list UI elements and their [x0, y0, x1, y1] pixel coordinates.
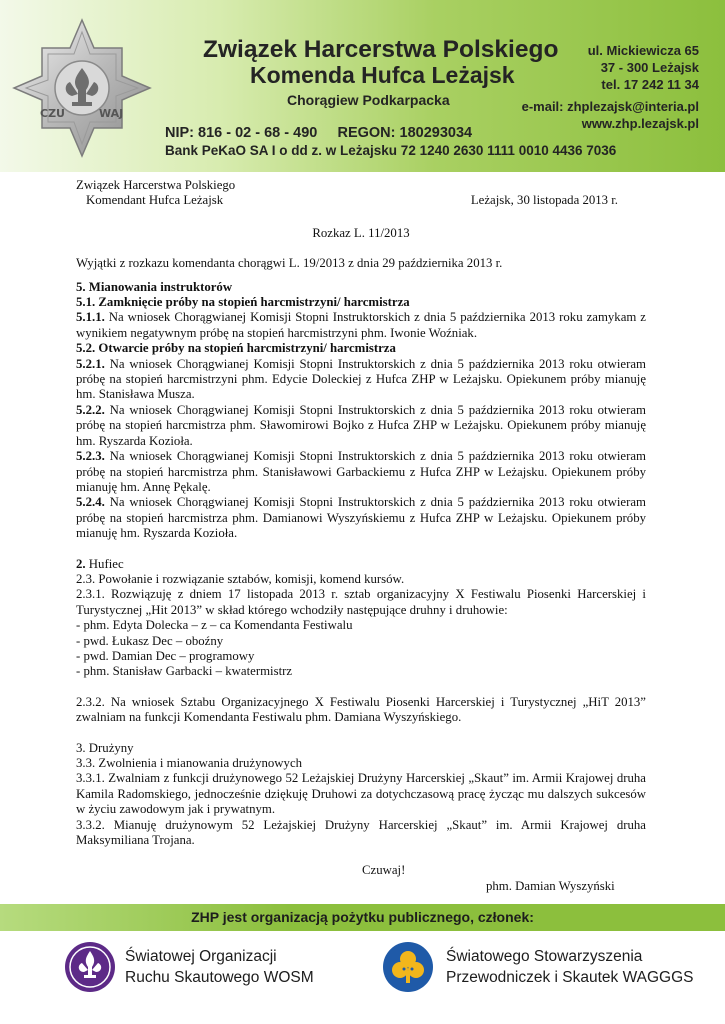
place-date: Leżajsk, 30 listopada 2013 r. [470, 193, 618, 208]
sender-commander: Komendant Hufca Leżajsk [86, 193, 224, 208]
wosm-text [125, 946, 314, 988]
section-5-1-title: 5.1. Zamknięcie próby na stopień harcmistrzyni/ harcmistrza [76, 295, 410, 310]
member-item: - phm. Edyta Dolecka – z – ca Komendanta Festiwalu [76, 618, 353, 633]
section-text: Hufiec [85, 556, 124, 571]
order-title: Rozkaz L. 11/2013 [312, 225, 410, 240]
email-link[interactable]: e-mail: zhplezajsk@interia.pl [521, 99, 699, 114]
paragraph-number: 5.2.2. [76, 402, 105, 417]
nip-regon: NIP: 816 - 02 - 68 - 490 REGON: 180293034 [165, 125, 473, 141]
paragraph-text: Na wniosek Chorągwianej Komisji Stopni Instruktorskich z dnia 5 października 2013 roku otwieram próbę na stopień harcmistrza phm. Stanisławowi Garbackiemu z Hufca ZHP w Leżajsku. Opiekunem próby mianuję hm. Annę Pękalę. [76, 449, 646, 494]
unit-title: Komenda Hufca Leżajsk [250, 62, 515, 88]
member-item: - pwd. Damian Dec – programowy [76, 648, 255, 663]
paragraph-3-3-2: 3.3.2. Mianuję drużynowym 52 Leżajskiej Drużyny Harcerskiej „Skaut” im. Armii Krajowej druha Maksymiliana Trojana. [76, 817, 646, 848]
wosm-line2: Ruchu Skautowego WOSM [125, 969, 314, 986]
svg-text:WAJ: WAJ [99, 107, 124, 120]
footer [0, 904, 725, 1024]
contact-block [522, 98, 699, 132]
letterhead [0, 0, 725, 172]
paragraph-number: 5.1.1. [76, 310, 105, 325]
paragraph-5-2-2 [76, 403, 646, 449]
paragraph-5-2-4 [76, 495, 646, 541]
address-phone: tel. 17 242 11 34 [601, 77, 699, 92]
member-item: - pwd. Łukasz Dec – oboźny [76, 633, 224, 648]
svg-text:CZU: CZU [40, 107, 65, 120]
section-3-3-title: 3.3. Zwolnienia i mianowania drużynowych [76, 756, 303, 770]
org-title: Związek Harcerstwa Polskiego [203, 36, 559, 63]
website-link[interactable]: www.zhp.lezajsk.pl [581, 116, 699, 131]
section-2-title [76, 557, 646, 572]
section-5-title: 5. Mianowania instruktorów [76, 279, 233, 294]
section-3-title: 3. Drużyny [76, 740, 134, 755]
paragraph-2-3-2: 2.3.2. Na wniosek Sztabu Organizacyjnego X Festiwalu Piosenki Harcerskiej i Turystycznej „HiT 2013” zwalniam na funkcji Komendanta Festiwalu phm. Damiana Wyszyńskiego. [76, 694, 646, 725]
excerpt-line: Wyjątki z rozkazu komendanta chorągwi L. 19/2013 z dnia 29 października 2013 r. [76, 256, 503, 271]
paragraph-text: Na wniosek Chorągwianej Komisji Stopni Instruktorskich z dnia 5 października 2013 roku otwieram próbę na stopień harcmistrza phm. Sławomirowi Bojko z Hufca ZHP w Leżajsku. Opiekunem próby mianuję hm. Ryszarda Kozioła. [76, 402, 646, 448]
address-city: 37 - 300 Leżajsk [600, 60, 699, 75]
member-item: - phm. Stanisław Garbacki – kwatermistrz [76, 664, 293, 679]
paragraph-text: Na wniosek Chorągwianej Komisji Stopni Instruktorskich z dnia 5 października 2013 roku otwieram próbę na stopień harcmistrzyni phm. Edycie Doleckiej z Hufca ZHP w Leżajsku. Opiekunem próby mianuję hm. Stanisława Musza. [76, 356, 646, 402]
paragraph-3-3-1: 3.3.1. Zwalniam z funkcji drużynowego 52 Leżajskiej Drużyny Harcerskiej „Skaut” im. Armii Krajowej druha Kamila Radomskiego, jednocześnie dziękuję Druhowi za dotychczasową pracę życząc mu dalszych sukcesów w życiu zawodowym jak i prywatnym. [76, 771, 646, 817]
paragraph-5-2-3 [76, 449, 646, 495]
zhp-cross-logo [12, 18, 152, 158]
bank-account: Bank PeKaO SA I o dd z. w Leżajsku 72 1240 2630 1111 0010 4436 7036 [165, 143, 617, 158]
wagggs-line1: Światowego Stowarzyszenia [446, 948, 643, 965]
section-5-2-title: 5.2. Otwarcie próby na stopień harcmistrzyni/ harcmistrza [76, 341, 396, 356]
wosm-line1: Światowej Organizacji [125, 948, 277, 965]
wagggs-line2: Przewodniczek i Skautek WAGGGS [446, 969, 694, 986]
section-number: 2. [76, 556, 86, 571]
wosm-logo-icon [64, 941, 116, 993]
wagggs-text [446, 946, 694, 988]
paragraph-5-1-1 [76, 310, 646, 341]
footer-banner-text: ZHP jest organizacją pożytku publicznego, członek: [191, 909, 534, 925]
address-street: ul. Mickiewicza 65 [587, 43, 699, 58]
region-title: Chorągiew Podkarpacka [287, 92, 450, 108]
wagggs-trefoil-icon [382, 941, 434, 993]
closing: Czuwaj! [362, 863, 406, 878]
signature: phm. Damian Wyszyński [486, 878, 615, 893]
letter-body [76, 178, 646, 894]
paragraph-text: Na wniosek Chorągwianej Komisji Stopni Instruktorskich z dnia 5 października 2013 roku otwieram próbę na stopień harcmistrza phm. Damianowi Wyszyńskiemu z Hufca ZHP w Leżajsku. Opiekunem próby mianuję hm. Ryszarda Kozioła. [76, 495, 646, 541]
paragraph-5-2-1 [76, 357, 646, 403]
paragraph-number: 5.2.1. [76, 356, 105, 371]
section-2-3-title: 2.3. Powołanie i rozwiązanie sztabów, komisji, komend kursów. [76, 571, 405, 586]
paragraph-number: 5.2.4. [76, 495, 105, 510]
sender-org: Związek Harcerstwa Polskiego [76, 178, 236, 192]
footer-banner [0, 904, 725, 931]
paragraph-number: 5.2.3. [76, 449, 105, 464]
address-block [588, 42, 699, 93]
paragraph-2-3-1: 2.3.1. Rozwiązuję z dniem 17 listopada 2013 r. sztab organizacyjny X Festiwalu Piosenki Harcerskiej i Turystycznej „Hit 2013” w skład którego wchodziły następujące druhny i druhowie: [76, 587, 646, 617]
paragraph-text: Na wniosek Chorągwianej Komisji Stopni Instruktorskich z dnia 5 października 2013 roku zamykam z wynikiem negatywnym próbę na stopień harcmistrzyni phm. Iwonie Woźniak. [76, 310, 646, 340]
